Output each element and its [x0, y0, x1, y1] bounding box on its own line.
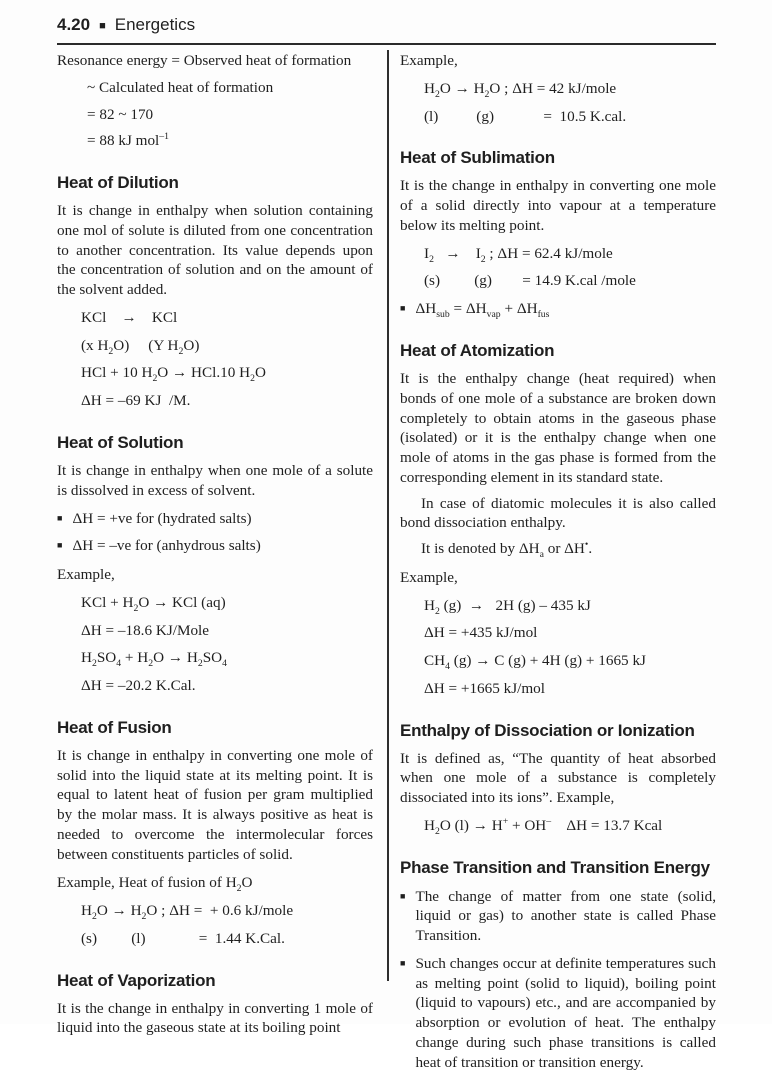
example-label: Example, [400, 52, 458, 70]
equation-line: (s) (l) = 1.44 K.Cal. [81, 929, 285, 947]
bullet-square-icon: ■ [400, 957, 406, 968]
section-heat-of-vaporization [57, 970, 373, 1039]
section-paragraph: It is the change in enthalpy in converting 1 mole of liquid into the gaseous state at its boiling point [57, 999, 373, 1037]
section-paragraph: It is the change in enthalpy in converting one mole of a solid directly into vapour at a temperature below its melting point. [400, 177, 716, 234]
section-paragraph: It is denoted by $\Delta H_a$ or ΔH•. [421, 538, 593, 561]
section-paragraph: It is change in enthalpy when one mole of a solute is dissolved in excess of solvent. [57, 462, 373, 499]
equation-line: $H_2$ (g) → 2H (g) – 435 kJ [424, 596, 591, 617]
equation-line: HCl + 10 $H_2O \to HCl.10$ $H_2O$ [81, 364, 266, 385]
resonance-line: ~ Calculated heat of formation [87, 78, 274, 96]
equation-line: ΔH = –18.6 KJ/Mole [81, 621, 210, 639]
equation-line: $I_2$ → $I_2$ ; ΔH = 62.4 kJ/mole [424, 244, 613, 265]
bullet-text: ΔH = –ve for (anhydrous salts) [72, 537, 261, 555]
section-heading: Heat of Solution [57, 432, 184, 452]
example-label: Example, [400, 568, 458, 586]
bullet-square-icon: ■ [400, 890, 406, 901]
bullet-text: The change of matter from one state (solid, liquid or gas) to another state is called Phase Transition. [415, 887, 716, 945]
section-heading: Heat of Sublimation [400, 148, 555, 168]
equation-line: (x $H_2O$) (Y $H_2O$) [81, 336, 200, 357]
bullet-text: $\Delta H_{sub} = \Delta H_{vap} + \Delta H_{fus}$ [415, 300, 550, 321]
resonance-block [57, 51, 373, 151]
equation-line: $CH_4$ (g) → C (g) + 4H (g) + 1665 kJ [424, 652, 646, 673]
section-phase-transition [400, 857, 716, 1072]
right-column [400, 45, 716, 1071]
equation-line: KCl → KCl [81, 308, 178, 326]
vaporization-example-block [400, 51, 716, 126]
bullet-text: Such changes occur at definite temperatures such as melting point (solid to liquid), boiling point (liquid to vapours) etc., and are accompanied by absorption or evolution of heat. The enthalpy change during such phase transitions is called heat of transition or transition energy. [415, 954, 716, 1071]
equation-line: $H_2O \to H_2O$ ; ΔH = 42 kJ/mole [424, 79, 617, 100]
bullet-square-icon: ■ [57, 512, 63, 523]
equation-line: ΔH = +1665 kJ/mol [424, 679, 545, 697]
bullet-square-icon: ■ [400, 303, 406, 314]
resonance-line: = 88 kJ mol$^{-1}$ [87, 131, 169, 150]
section-heading: Phase Transition and Transition Energy [400, 857, 710, 877]
equation-line: (l) (g) = 10.5 K.cal. [424, 107, 627, 125]
section-heading: Heat of Fusion [57, 717, 172, 737]
section-square-icon: ■ [99, 20, 106, 32]
bullet-text: ΔH = +ve for (hydrated salts) [72, 509, 252, 527]
page-header [57, 14, 716, 36]
section-heading: Heat of Vaporization [57, 970, 216, 990]
bullet-item [57, 509, 373, 529]
example-label: Example, Heat of fusion of $H_2O$ [57, 874, 253, 895]
section-enthalpy-of-dissociation [400, 720, 716, 836]
chapter-title: Energetics [114, 15, 196, 34]
page-number: 4.20 [57, 15, 91, 34]
section-paragraph: It is change in enthalpy in converting one mole of solid into the liquid state at its melting point. It is equal to latent heat of fusion per gram multiplied by the molar mass. It is always positive as heat is needed to overcome the intermolecular forces between constituents particles of solid. [57, 746, 373, 863]
section-paragraph: It is the enthalpy change (heat required) when bonds of one mole of a substance are broken down completely to obtain atoms in the gaseous phase (isolated) or it is the enthalpy change when one mole of atoms in the gas phase is formed from the corresponding element in its standard state. [400, 370, 716, 486]
section-paragraph: In case of diatomic molecules it is also called bond dissociation enthalpy. [400, 494, 716, 532]
equation-line: KCl + $H_2O$ → KCl (aq) [81, 593, 226, 614]
section-heat-of-solution [57, 432, 373, 696]
bullet-item [57, 536, 373, 556]
section-heading: Heat of Dilution [57, 173, 179, 193]
bullet-item [400, 887, 716, 946]
section-heading: Heat of Atomization [400, 340, 555, 360]
equation-line: $H_2O$ (l) → H+ + OH– ΔH = 13.7 Kcal [424, 815, 663, 837]
equation-line: ΔH = –20.2 K.Cal. [81, 677, 196, 695]
section-heat-of-dilution [57, 172, 373, 411]
section-heat-of-sublimation [400, 147, 716, 319]
left-column [57, 45, 373, 1037]
section-heat-of-fusion [57, 717, 373, 949]
equation-line: (s) (g) = 14.9 K.cal /mole [424, 272, 636, 290]
equation-line: ΔH = +435 kJ/mol [424, 624, 538, 642]
section-heat-of-atomization [400, 340, 716, 699]
example-label: Example, [57, 566, 115, 584]
column-divider [387, 50, 389, 981]
two-column-layout [57, 45, 716, 1071]
section-paragraph: It is change in enthalpy when solution containing one mol of solute is diluted from one concentration to another concentration. Its value depends upon the concentration of solution and on the amount of the solvent added. [57, 202, 373, 299]
section-paragraph: It is defined as, “The quantity of heat absorbed when one mole of a substance is completely dissociated into its ions”. Example, [400, 749, 716, 807]
equation-line: $H_2O \to H_2O$ ; ΔH = + 0.6 kJ/mole [81, 902, 294, 923]
resonance-line: Resonance energy = Observed heat of formation [57, 52, 352, 70]
equation-line: ΔH = –69 KJ /M. [81, 392, 191, 410]
bullet-item [400, 299, 716, 319]
bullet-item [400, 954, 716, 1072]
section-heading: Enthalpy of Dissociation or Ionization [400, 720, 695, 740]
bullet-square-icon: ■ [57, 540, 63, 551]
resonance-line: = 82 ~ 170 [87, 105, 154, 123]
equation-line: $H_2SO_4 + H_2O \to H_2SO_4$ [81, 649, 227, 670]
